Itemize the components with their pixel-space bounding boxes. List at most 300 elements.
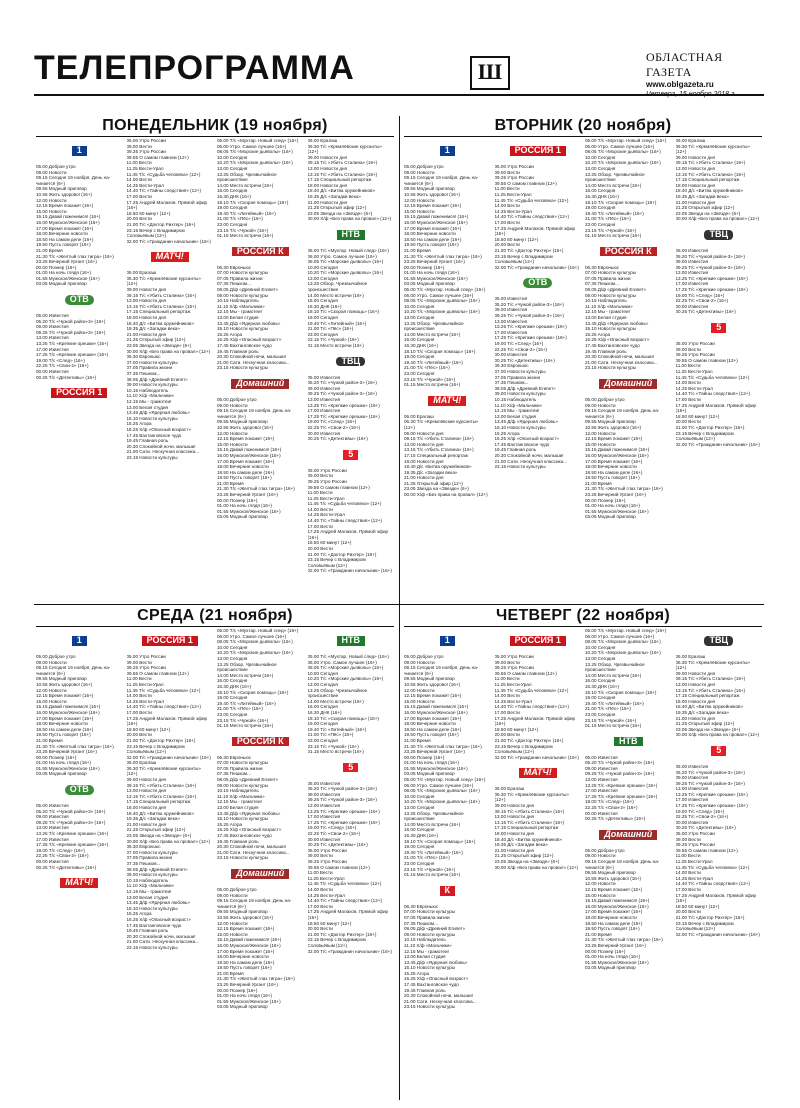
listing-line: 06.00 Ералаш — [494, 786, 525, 792]
listing-block — [308, 654, 395, 755]
listing-line: 15.00 Новости — [36, 698, 67, 704]
listing-line: 17.00 Известия — [585, 788, 618, 794]
listing-line: 13.00 Белая студия — [126, 404, 169, 410]
listing-line: 09.00 Новости — [404, 659, 435, 665]
listing-line: 12.00 Новости — [36, 687, 67, 693]
channel-logo-domashny: Домашний — [585, 825, 672, 845]
listing-line: 15.10 Новости культуры — [217, 326, 269, 332]
listing-line: 18.10 Т/с «Скорая помощь» (16+) — [585, 199, 657, 205]
listing-line: 09.00 Новости культуры — [217, 782, 269, 788]
listing-line: 07.35 Пешком... — [585, 281, 619, 287]
listing-line: 11.00 Вести — [307, 870, 333, 876]
listing-line: 09.00 Новости культуры — [217, 292, 269, 298]
listing-line: 21.00 Т/с «Доктор Рихтер» (16+) — [307, 551, 377, 557]
listing-line: 09.15 Сегодня 19 ноября. День на- — [36, 175, 111, 181]
listing-line: 09.00 Вести — [494, 659, 520, 665]
listing-line: чинается (6+) — [217, 903, 246, 909]
listing-line: 09.15 Сегодня 19 ноября. День на- — [36, 665, 111, 671]
listing-line: 00.25 Т/с «Детективы» (16+) — [36, 374, 97, 380]
listing-line: 17.25 Андрей Малахов. Прямой эфир (16+) — [494, 225, 576, 237]
listing-line: 13.45 Д/ф «Ядерная любовь» — [494, 419, 558, 425]
listing-line: 15.10 Новости культуры — [126, 415, 178, 421]
listing-line: 20.00 Вести — [307, 546, 333, 552]
column — [127, 138, 214, 598]
listing-line: 07.00 Новости культуры — [404, 909, 456, 915]
listing-line: 21.25 Открытый эфир (12+) — [126, 337, 186, 343]
listing-line: 12.00 Новости — [585, 430, 616, 436]
listing-line: 11.45 Т/с «Судьба человека» (12+) — [307, 881, 382, 887]
listing-line: 18.50 60 минут (12+) — [307, 540, 352, 546]
listing-line: 08.05 Т/с «Морские дьяволы» (16+) — [307, 665, 384, 671]
listing-line: 00.00 Познер (16+) — [217, 987, 258, 993]
publication-site[interactable]: www.oblgazeta.ru — [646, 80, 714, 89]
column — [217, 628, 304, 1100]
listing-line: 13.15 Т/с «Убить Сталина» (16+) — [494, 819, 565, 825]
listing-line: 01.00 На ночь глядя (16+) — [404, 760, 460, 766]
listing-line: 15.25 Агора — [585, 331, 611, 337]
listing-line: 18.50 На самом деле (16+) — [585, 920, 643, 926]
listing-line: 21.00 Т/с «Доктор Рихтер» (16+) — [675, 424, 745, 430]
listing-line: 19.00 Сегодня — [585, 695, 616, 701]
listing-line: 19.00 Т/с «След» (16+) — [494, 341, 544, 347]
listing-line: 03.05 Модный приговор — [404, 281, 455, 287]
listing-line: 21.30 Т/с «Желтый глаз тигра» (16+) — [217, 976, 295, 982]
listing-line: 07.00 Новости культуры — [585, 270, 637, 276]
listing-line: 13.15 Т/с «Убить Сталина» (16+) — [675, 171, 746, 177]
listing-line: 09.55 Модный приговор — [36, 186, 87, 192]
listing-line: 00.00 Х/ф «Без права на провал» (12+) — [675, 732, 760, 738]
channel-logo-five: 5 — [676, 318, 763, 338]
listing-line: 00.00 Познер (16+) — [585, 497, 626, 503]
listing-line: 14.00 Место встречи (16+) — [585, 672, 642, 678]
listing-line: 08.05 Д/ф «Древний Египет» — [217, 777, 279, 783]
listing-line: 21.00 Время — [585, 480, 612, 486]
listing-line: 17.45 Вахтанговское чудо — [585, 343, 640, 348]
listing-line: 09.25 Т/с «Чужой район-3» (16+) — [494, 313, 564, 319]
listing-line: 11.10 Х/ф «Мальчики» — [126, 883, 175, 889]
listing-line: 09.00 Новости дня — [675, 670, 716, 676]
listing-line: 18.00 Вечерние новости — [585, 914, 637, 920]
listing-line: 13.00 Белая студия — [126, 894, 169, 900]
listing-line: 17.15 Специальный репортаж — [307, 177, 372, 183]
listing-block — [404, 287, 491, 388]
listing-line: 19.35 Д/с «Загадки века» — [675, 193, 729, 199]
listing-line: 13.00 Новости дня — [126, 298, 167, 304]
listing-line: 14.00 Место встречи (16+) — [404, 821, 461, 827]
listing-line: 16.00 Сегодня — [217, 188, 248, 194]
listing-line: 10.00 Сегодня — [585, 154, 616, 160]
listing-line: 09.00 Новости культуры — [404, 931, 456, 937]
listing-line: 18.50 На самом деле (16+) — [404, 236, 462, 242]
listing-line: 09.55 О самом главном (12+) — [675, 357, 738, 363]
listing-line: 18.50 На самом деле (16+) — [217, 959, 275, 965]
listing-line: 21.00 Т/с «Пёс» (16+) — [217, 216, 263, 222]
listing-line: 20.30 Спокойной ночи, малыши! — [217, 354, 286, 360]
listing-line: 17.25 Андрей Малахов. Прямой эфир (16+) — [494, 715, 576, 727]
listing-line: 09.55 Модный приговор — [217, 909, 268, 915]
listing-line: 21.25 Открытый эфир (12+) — [675, 205, 735, 211]
listing-line: 10.20 Т/с «Морские дьяволы» (16+) — [307, 270, 384, 276]
listing-line: 06.30 Т/с «Кремлёвские курсанты» (12+) — [675, 143, 750, 155]
listing-line: 11.00 Вести — [126, 676, 152, 682]
listing-line: 22.25 Т/с «Свои-2» (16+) — [494, 346, 548, 352]
listing-line: 06.30 Т/с «Кремлёвские курсанты» (12+) — [675, 659, 750, 671]
listing-line: 09.00 Новости дня — [126, 287, 167, 293]
listing-line: 17.00 Вести — [675, 886, 701, 892]
listing-line: 11.00 Вести — [494, 676, 520, 682]
listing-line: 13.25 Обзор. Чрезвычайное происшествие — [217, 171, 277, 183]
listing-line: 14.00 Вести — [494, 693, 520, 699]
listing-line: 17.45 Вахтанговское чудо — [404, 982, 459, 988]
listing-line: 08.05 Т/с «Морские дьяволы» (16+) — [404, 788, 480, 794]
listing-line: 19.45 Главная роль — [404, 987, 446, 993]
listing-line: 20.00 Вести — [494, 732, 520, 738]
listing-line: 09.25 Утро России — [126, 665, 166, 671]
listing-line: 19.35 Д/с «Загадки века» — [126, 816, 180, 822]
listing-line: 21.30 Т/с «Желтый глаз тигра» (16+) — [404, 253, 482, 259]
listing-line: 16.00 Мужское/Женское (16+) — [36, 709, 100, 715]
publication-date: Четверг, 15 ноября 2018 г. — [646, 91, 737, 98]
column — [404, 138, 491, 598]
listing-line: 09.25 Т/с «Чужой район-3» (16+) — [675, 264, 745, 270]
listing-line: 10.20 Т/с «Морские дьяволы» (16+) — [585, 160, 661, 166]
listing-line: 23.15 Новости культуры — [494, 464, 546, 470]
listing-line: 08.05 Д/ф «Древний Египет» — [585, 287, 647, 293]
listing-line: 01.00 На ночь глядя (16+) — [217, 993, 273, 999]
listing-line: 00.25 Т/с «Детективы» (16+) — [585, 816, 646, 822]
listing-line: 23.15 Вечер с Владимиром Соловьёвым (12+) — [126, 743, 185, 755]
listing-line: 17.00 Время покажет (16+) — [585, 458, 643, 464]
listing-line: 05.00 Утро России — [494, 164, 534, 169]
listing-line: 10.00 Сегодня — [217, 154, 248, 160]
listing-line: 11.25 Вести-Урал — [494, 681, 532, 687]
listing-block — [308, 375, 395, 442]
listing-line: 18.10 Т/с «Скорая помощь» (16+) — [404, 838, 476, 844]
listing-line: 09.25 Т/с «Чужой район-3» (16+) — [675, 780, 745, 786]
listing-line: 11.00 Вести — [675, 853, 701, 859]
listing-line: 12.15 Мы - грамотеи! — [126, 888, 172, 894]
listing-line: 15.25 Агора — [494, 430, 520, 436]
listing-line: 02.00 Т/с «Гражданин начальник» (16+) — [675, 931, 760, 937]
listing-line: 11.10 Х/ф «Мальчики» — [126, 393, 175, 399]
listing-line: 20.30 Спокойной ночи, малыши! — [494, 452, 564, 458]
listing-line: 18.00 Вечерние новости — [404, 231, 456, 237]
listing-line: 13.00 Новости дня — [675, 165, 716, 171]
listing-line: 14.40 Т/с «Тайны следствия» (12+) — [126, 188, 202, 194]
listing-line: 07.00 Новости культуры — [217, 760, 269, 766]
listing-line: 10.55 Жить здорово! (16+) — [404, 191, 461, 197]
listing-line: 13.15 Т/с «Убить Сталина» (16+) — [307, 171, 378, 177]
listing-block — [308, 468, 395, 574]
listing-line: 23.15 Т/с «Чужой» (16+) — [585, 717, 637, 723]
listing-line: 19.40 Т/с «Литейный» (16+) — [307, 726, 367, 732]
listing-line: 02.00 Т/с «Гражданин начальник» (16+) — [675, 441, 760, 447]
day-tuesday — [404, 116, 762, 598]
listing-line: 16.00 Мужское/Женское (16+) — [585, 903, 649, 909]
listing-line: 11.00 Вести — [675, 363, 701, 369]
listing-line: 21.00 Сати. Нескучная классика... — [126, 449, 200, 455]
listing-line: 09.00 Новости — [404, 169, 435, 175]
listing-line: 17.00 Время покажет (16+) — [585, 909, 643, 915]
listing-line: 05.00 Доброе утро — [404, 164, 444, 169]
channel-logo-otv: ОТВ — [36, 290, 123, 310]
listing-line: 11.10 Х/ф «Мальчики» — [494, 402, 543, 408]
listing-line: 17.00 Вести — [126, 709, 152, 715]
listing-line: 10.00 Сегодня — [585, 644, 616, 650]
listing-line: 11.45 Т/с «Судьба человека» (12+) — [494, 687, 569, 693]
listing-line: 07.35 Пешком... — [126, 860, 161, 866]
listing-line: 06.00 Ералаш — [675, 138, 706, 143]
listing-line: 19.40 Т/с «Литейный» (16+) — [217, 700, 276, 706]
listing-line: 15.25 Агора — [404, 970, 430, 976]
listing-line: 19.00 Т/с «След» (16+) — [675, 292, 725, 298]
listing-line: 18.00 Новости дня — [126, 805, 167, 811]
listing-line: 18.10 Т/с «Скорая помощь» (16+) — [404, 348, 476, 354]
listing-line: 21.00 Новости дня — [126, 821, 167, 827]
listing-line: 18.00 Новости дня — [404, 458, 444, 464]
listing-line: 05.00 Доброе утро — [585, 847, 625, 853]
listing-line: 15.15 Давай поженимся! (16+) — [217, 447, 282, 453]
listing-line: 18.50 60 минут (12+) — [494, 236, 539, 242]
listing-line: 09.00 Вести — [126, 143, 152, 149]
listing-line: 14.25 Вести-Урал — [675, 875, 713, 881]
listing-line: 05.00 Доброе утро — [217, 396, 257, 402]
listing-line: 14.00 Вести — [307, 506, 333, 512]
listing-line: 18.00 Вечерние новости — [404, 721, 456, 727]
listing-line: 09.00 Новости культуры — [126, 382, 178, 388]
channel-logo-tvc: ТВЦ — [676, 631, 763, 651]
listing-line: 13.00 Новости дня — [126, 788, 167, 794]
listing-line: 05.00 Т/с «Мухтар. Новый след» (16+) — [307, 654, 389, 659]
listing-line: 06.00 Ералаш — [126, 270, 157, 276]
listing-line: 09.55 Модный приговор — [36, 676, 87, 682]
listing-line: 19.35 Д/с «Загадки века» — [675, 709, 729, 715]
listing-line: 13.25 Обзор. Чрезвычайное происшествие — [217, 661, 277, 673]
listing-line: 15.15 Давай поженимся! (16+) — [404, 704, 469, 710]
listing-line: 12.00 Новости — [36, 197, 67, 203]
listing-line: 00.00 Известия — [307, 430, 341, 436]
channel-logo-five: 5 — [676, 741, 763, 761]
listing-line: 01.15 Место встречи (16+) — [217, 723, 274, 729]
listing-line: 16.00 Сегодня — [585, 188, 616, 194]
listing-line: 01.15 Место встречи (16+) — [307, 343, 364, 348]
listing-line: 14.40 Т/с «Тайны следствия» (12+) — [307, 518, 383, 524]
listing-line: 15.25 Агора — [126, 421, 152, 427]
listing-line: 15.25 Агора — [217, 821, 243, 827]
listing-line: 11.10 Х/ф «Мальчики» — [404, 942, 452, 948]
listing-line: 09.25 Утро России — [126, 149, 166, 155]
listing-line: 14.25 Вести-Урал — [307, 892, 345, 898]
listing-line: 11.10 Х/ф «Мальчики» — [585, 303, 633, 309]
listing-line: 05.00 Утро России — [675, 341, 715, 347]
listing-line: 17.25 Андрей Малахов. Прямой эфир (16+) — [307, 529, 389, 540]
listing-line: 16.00 Мужское/Женское (16+) — [217, 942, 281, 948]
listing-line: 15.25 Агора — [217, 331, 243, 337]
listing-line: 00.00 Х/ф «Без права на провал» (12+) — [494, 864, 579, 870]
listing-line: 16.25 Х/ф «Опасный возраст» — [404, 976, 469, 982]
listing-line: 11.25 Вести-Урал — [307, 875, 345, 881]
listing-line: 16.00 Сегодня — [404, 827, 435, 833]
listing-line: 03.05 Модный приговор — [217, 1004, 268, 1010]
listing-line: 21.00 Т/с «Пёс» (16+) — [585, 706, 631, 712]
listing-line: 21.30 Т/с «Желтый глаз тигра» (16+) — [36, 253, 114, 259]
listing-line: 11.10 Х/ф «Мальчики» — [217, 793, 265, 799]
listing-line: 18.50 60 минут (12+) — [494, 726, 539, 732]
listing-line: 00.25 Т/с «Детективы» (16+) — [675, 309, 736, 315]
listing-line: 09.15 Т/с «Убить Сталина» (16+) — [126, 292, 197, 298]
listing-line: 14.00 Место встречи (16+) — [307, 292, 364, 298]
listing-line: 00.25 Т/с «Детективы» (16+) — [675, 825, 736, 831]
listing-line: 05.00 Известия — [307, 780, 341, 786]
listing-line: 18.10 Т/с «Скорая помощь» (16+) — [217, 689, 289, 695]
channel-logo-tvc: ТВЦ — [308, 352, 395, 372]
listing-line: 06.30 Евроньюс — [404, 903, 439, 909]
listing-line: 21.00 Т/с «Пёс» (16+) — [404, 365, 450, 371]
listing-line: 08.05 Т/с «Морские дьяволы» (16+) — [217, 149, 293, 155]
listing-line: 05.00 Утро России — [126, 654, 166, 659]
listing-line: 11.00 Вести — [494, 186, 520, 192]
listing-line: 23.05 Звезда на «Звезде» (6+) — [307, 210, 373, 216]
listing-line: 20.00 Вести — [126, 216, 152, 222]
listing-line: 23.15 Новости культуры — [217, 855, 269, 861]
listing-line: 19.00 Сегодня — [307, 721, 338, 727]
listing-line: 20.30 Спокойной ночи, малыши! — [404, 993, 473, 999]
listing-line: 12.15 Мы - грамотеи! — [217, 309, 262, 315]
listing-line: 16.25 Х/ф «Опасный возраст» — [217, 337, 282, 343]
listing-line: 13.00 Новости дня — [494, 814, 535, 820]
listing-line: 06.30 Евроньюс — [585, 264, 620, 270]
listing-line: 13.25 Обзор. Чрезвычайное происшествие — [585, 661, 645, 673]
listing-line: 17.25 Т/с «Крепкие орешки» (16+) — [494, 335, 567, 341]
channel-logo-rossiya: РОССИЯ 1 — [36, 383, 123, 403]
listing-line: 16.00 Мужское/Женское (16+) — [404, 219, 468, 225]
listing-line: 21.00 Т/с «Доктор Рихтер» (16+) — [494, 247, 564, 253]
listing-line: 14.00 Место встречи (16+) — [217, 182, 274, 188]
listing-line: 07.05 Правила жизни — [126, 855, 173, 861]
listing-line: 13.00 Белая студия — [404, 954, 446, 960]
column — [308, 628, 395, 1100]
listing-line: 19.00 Сегодня — [307, 315, 338, 321]
listing-line: 00.00 Известия — [36, 369, 69, 374]
column — [36, 628, 123, 1100]
listing-line: 18.00 Вечерние новости — [36, 721, 88, 727]
listing-line: 23.00 Сегодня — [404, 370, 435, 376]
newspaper-logo: Ш — [470, 56, 510, 90]
channel-logo-five: 5 — [308, 445, 395, 465]
listing-line: 21.30 Т/с «Желтый глаз тигра» (16+) — [404, 743, 482, 749]
listing-line: 19.40 Т/с «Литейный» (16+) — [404, 359, 463, 365]
listing-line: 15.15 Давай поженимся! (16+) — [585, 898, 650, 904]
listing-line: 10.55 Жить здорово! (16+) — [217, 914, 274, 920]
listing-line: 19.40 Т/с «Литейный» (16+) — [585, 210, 644, 216]
listing-line: 21.30 Т/с «Желтый глаз тигра» (16+) — [585, 486, 663, 492]
listing-line: 08.05 Т/с «Морские дьяволы» (16+) — [217, 639, 293, 645]
listing-line: 17.25 Т/с «Крепкие орешки» (16+) — [675, 287, 748, 293]
channel-logo-rossiya: РОССИЯ 1 — [495, 631, 582, 651]
listing-line: 16.30 ДНК (16+) — [585, 683, 620, 689]
listing-line: 23.15 Вечер с Владимиром Соловьёвым (12+) — [494, 253, 553, 265]
listing-line: 18.50 60 минут (12+) — [675, 903, 720, 909]
listing-line: 01.55 Мужское/Женское (16+) — [217, 998, 281, 1004]
listing-line: 23.15 Вечер с Владимиром Соловьёвым (12+) — [307, 557, 366, 568]
listing-line: 18.10 Т/с «Скорая помощь» (16+) — [217, 199, 289, 205]
listing-line: 21.30 Т/с «Желтый глаз тигра» (16+) — [36, 743, 114, 749]
listing-line: 06.00 Ералаш — [675, 654, 706, 659]
listing-line: 13.00 Известия — [585, 777, 618, 783]
listing-line: 00.00 Познер (16+) — [36, 264, 77, 270]
listing-line: 16.25 Х/ф «Опасный возраст» — [494, 436, 559, 442]
listing-line: 18.00 Новости дня — [675, 698, 716, 704]
listing-line: 07.35 Пешком... — [126, 370, 161, 376]
listing-line: 06.00 Утро. Самое лучшее (16+) — [404, 292, 474, 298]
listing-line: 11.45 Т/с «Судьба человека» (12+) — [307, 501, 382, 507]
listing-line: 17.00 Вести — [307, 523, 333, 529]
listing-line: 21.25 Открытый эфир (12+) — [126, 827, 186, 833]
listing-block — [36, 164, 123, 287]
listing-line: 10.00 Сегодня — [217, 644, 248, 650]
listing-line: 16.00 Мужское/Женское (16+) — [404, 709, 468, 715]
listing-line: 01.55 Мужское/Женское (16+) — [36, 275, 100, 281]
channel-logo-match: МАТЧ! — [36, 873, 123, 893]
listing-line: 09.25 Утро России — [307, 859, 347, 864]
listing-line: 23.05 Звезда на «Звезде» (6+) — [404, 486, 469, 492]
listing-line: 23.00 Сегодня — [217, 221, 248, 227]
listing-line: 13.25 Т/с «Крепкие орешки» (16+) — [494, 324, 567, 330]
listing-line: 13.45 Д/ф «Ядерная любовь» — [404, 959, 468, 965]
listing-line: 23.25 Вечерний Ургант (16+) — [404, 749, 465, 755]
listing-line: 09.00 Вести — [307, 473, 333, 479]
listing-line: 23.15 Т/с «Чужой» (16+) — [217, 717, 269, 723]
listing-line: 23.00 Сегодня — [217, 711, 248, 717]
listing-line: 09.00 Новости дня — [126, 777, 167, 783]
listing-line: 23.05 Звезда на «Звезде» (6+) — [126, 833, 192, 838]
listing-line: 07.05 Правила жизни — [494, 374, 541, 380]
channel-logo-ntv: НТВ — [308, 225, 395, 245]
listing-line: 20.00 Вести — [675, 909, 701, 915]
listing-line: 20.00 Вести — [675, 419, 701, 425]
listing-line: 05.00 Известия — [36, 313, 69, 319]
listing-line: 19.45 Главная роль — [217, 838, 259, 844]
listing-line: 17.00 Время покажет (16+) — [217, 458, 275, 464]
listing-line: 05.00 Доброе утро — [36, 164, 76, 169]
listing-line: 15.15 Давай поженимся! (16+) — [36, 704, 101, 710]
listing-line: 13.45 Д/ф «Ядерная любовь» — [585, 320, 649, 326]
listing-line: 14.25 Вести-Урал — [307, 512, 345, 518]
channel-logo-match: МАТЧ! — [495, 763, 582, 783]
listing-line: 09.55 Модный приговор — [404, 676, 455, 682]
listing-line: 21.00 Сати. Нескучная классика... — [126, 939, 200, 945]
listing-line: 12.15 Мы - грамотеи! — [217, 799, 262, 805]
listing-line: 13.25 Обзор. Чрезвычайное происшествие — [404, 810, 464, 822]
listing-line: 05.20 Т/с «Чужой район-3» (16+) — [36, 318, 106, 324]
listing-block — [217, 628, 304, 729]
listing-line: 01.55 Мужское/Женское (16+) — [585, 959, 649, 965]
listing-line: чинается (6+) — [585, 413, 614, 419]
listing-line: 13.00 Белая студия — [494, 413, 537, 419]
channel-logo-rossiyak: РОССИЯ К — [217, 242, 304, 262]
listing-line: 09.00 Новости дня — [307, 154, 348, 160]
listing-line: 08.05 Д/ф «Древний Египет» — [217, 287, 279, 293]
listing-line: 14.40 Т/с «Тайны следствия» (12+) — [307, 898, 383, 904]
listing-line: 09.00 Новости дня — [494, 803, 535, 809]
listing-line: 21.30 Т/с «Желтый глаз тигра» (16+) — [217, 486, 295, 492]
listing-line: 09.25 Т/с «Чужой район-3» (16+) — [307, 391, 377, 397]
listing-line: 14.40 Т/с «Тайны следствия» (12+) — [494, 214, 570, 220]
listing-line: 05.00 Известия — [585, 754, 618, 760]
listing-line: 05.20 Т/с «Чужой район-3» (16+) — [307, 380, 377, 386]
listing-line: 10.20 Т/с «Морские дьяволы» (16+) — [217, 650, 293, 656]
listing-line: 17.00 Известия — [675, 281, 709, 287]
